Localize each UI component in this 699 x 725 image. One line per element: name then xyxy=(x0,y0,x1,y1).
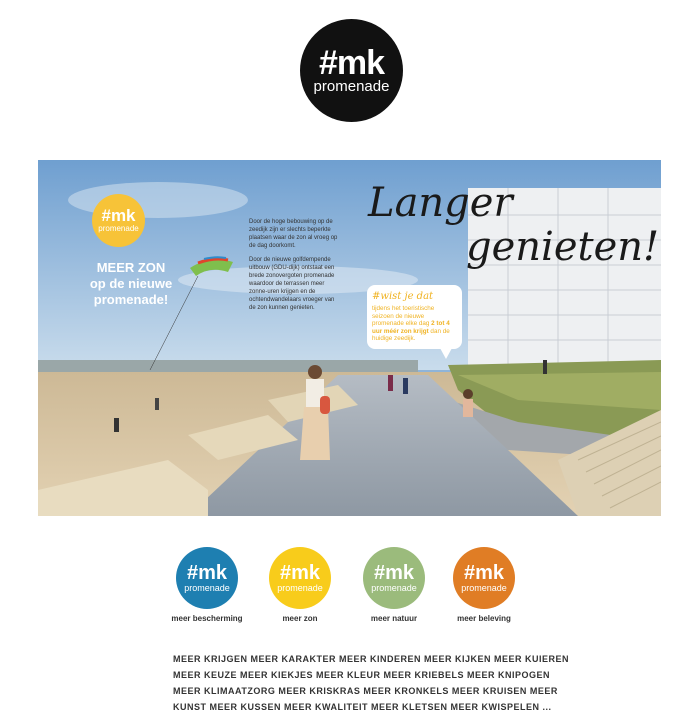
sea xyxy=(38,360,418,374)
badge-caption: meer zon xyxy=(282,614,318,623)
badge-blue xyxy=(176,547,238,609)
badge-orange xyxy=(453,547,515,609)
slogan-line: MEER KEUZE MEER KIEKJES MEER KLEUR MEER KRIEBELS MEER KNIPOGEN xyxy=(173,670,551,680)
caption-line: promenade! xyxy=(93,292,169,307)
woman-skirt xyxy=(300,407,330,460)
badge-hash: #mk xyxy=(373,561,415,584)
slogan-line: KUNST MEER KUSSEN MEER KWALITEIT MEER KLETSEN MEER KWISPELEN ... xyxy=(173,702,552,712)
headline-line-1: Langer xyxy=(368,180,513,226)
bubble-tail xyxy=(440,348,452,359)
badge-sub: promenade xyxy=(277,582,323,593)
badge-hash: #mk xyxy=(463,561,505,584)
badge-green xyxy=(363,547,425,609)
logo-hash: #mk xyxy=(318,43,385,82)
slogan-line: MEER KRIJGEN MEER KARAKTER MEER KINDEREN MEER KIJKEN MEER KUIEREN xyxy=(173,654,570,664)
badge-hash: #mk xyxy=(101,206,136,225)
hero-poster xyxy=(38,160,661,516)
badge-sub: promenade xyxy=(184,582,230,593)
slogan-line: MEER KLIMAATZORG MEER KRISKRAS MEER KRONKELS MEER KRUISEN MEER xyxy=(173,686,558,696)
badge-caption: meer bescherming xyxy=(171,614,243,623)
badge-sub: promenade xyxy=(461,582,507,593)
wist-je-dat-bubble xyxy=(367,285,462,349)
logo-sub: promenade xyxy=(313,77,390,95)
badge-caption: meer beleving xyxy=(457,614,511,623)
mk-promenade-logo xyxy=(300,19,403,122)
badge-hash: #mk xyxy=(186,561,228,584)
woman-head xyxy=(308,365,322,379)
paragraph: Door de nieuwe golfdempende uitbouw (GDU-dijk) ontstaat een brede zonovergoten promenade waardoor de terrassen meer zonne-uren krijgen en de ochtendwandelaars vroeger van de zon kunnen genieten. xyxy=(249,257,335,311)
bubble-tag: #wist je dat xyxy=(372,291,434,302)
badge-caption: meer natuur xyxy=(370,614,418,623)
badge-yellow xyxy=(269,547,331,609)
caption-line: op de nieuwe xyxy=(89,276,173,291)
paragraph: Door de hoge bebouwing op de zeedijk zijn er slechts beperkte plaatsen waar de zon al vroeg op de dag doorkomt. xyxy=(249,219,338,249)
bubble-text: tijdens het toeristische seizoen de nieuwe promenade elke dag 2 tot 4 uur méér zon krijgt dan de huidige zeedijk. xyxy=(372,305,450,342)
theme-badges xyxy=(160,547,540,627)
badge-sub: promenade xyxy=(371,582,417,593)
intro-text xyxy=(249,218,341,318)
mk-promenade-badge xyxy=(92,194,145,247)
slogan-block xyxy=(173,651,570,715)
badge-hash: #mk xyxy=(279,561,321,584)
person xyxy=(114,418,119,432)
badge-sub: promenade xyxy=(98,224,139,233)
red-bag xyxy=(320,396,330,414)
headline-line-2: genieten! xyxy=(466,224,660,270)
caption-line: MEER ZON xyxy=(96,260,166,275)
meer-zon-caption xyxy=(62,260,200,308)
